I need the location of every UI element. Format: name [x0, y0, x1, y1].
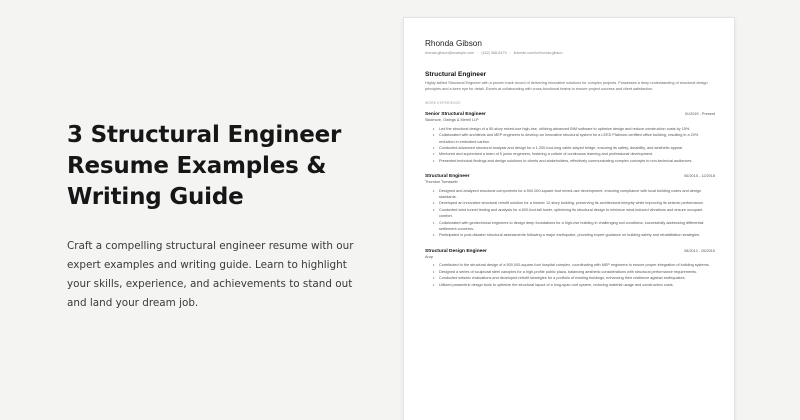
job-entry: [425, 249, 713, 288]
job-bullet: • Conducted advanced structural analysis and design for a 1,200-foot-long cable-stayed bridge, ensuring its safety, durability, and aesthetic appeal.: [433, 145, 713, 151]
job-title: Structural Design Engineer: [425, 248, 487, 254]
job-bullet: • Designed and analyzed structural components for a 500,000-square-foot mixed-use development, ensuring compliance with local building codes and design standards.: [433, 188, 713, 201]
job-bullet: • Contributed to the structural design of a 500,000-square-foot hospital complex, coordinating with MEP engineers to ensure proper integration of building systems.: [433, 262, 713, 268]
resume-email: rhonda.gibson@example.com: [425, 51, 475, 55]
resume-phone: (162) 368-5479: [481, 51, 507, 55]
job-entry: [425, 112, 713, 164]
job-dates: 01/2019 - Present: [684, 112, 715, 117]
job-list: [425, 112, 713, 288]
section-heading-work-experience: WORK EXPERIENCE: [425, 101, 461, 106]
job-title: Structural Engineer: [425, 174, 470, 180]
job-bullets: [433, 262, 713, 288]
job-title: Senior Structural Engineer: [425, 112, 486, 118]
job-bullet: • Collaborated with architects and MEP engineers to develop an innovative structural system for a LEED Platinum-certified office building, resulting in a 20% reduction in embodied carbon.: [433, 132, 713, 145]
resume-name: Rhonda Gibson: [425, 39, 482, 48]
job-bullets: [433, 126, 713, 164]
job-company: Arup: [425, 254, 434, 259]
job-bullet: • Utilized parametric design tools to optimize the structural layout of a long-span roof system, reducing material usage and construction costs.: [433, 282, 713, 288]
job-company: Thornton Tomasetti: [425, 180, 458, 185]
job-bullet: • Designed a series of sculptural steel canopies for a high-profile public plaza, balancing aesthetic considerations with structural performance requirements.: [433, 269, 713, 275]
job-dates: 08/2012 - 05/2015: [684, 248, 715, 253]
job-dates: 06/2015 - 12/2018: [684, 174, 715, 179]
job-bullet: • Participated in post-disaster structural assessments following a major earthquake, providing expert guidance on building safety and rehabilitation strategies.: [433, 232, 713, 238]
job-bullet: • Presented technical findings and design solutions to clients and stakeholders, effectively communicating complex concepts to non-technical audiences.: [433, 158, 713, 164]
hero: [67, 120, 367, 313]
job-bullet: • Collaborated with geotechnical engineers to design deep foundations for a high-rise building in challenging soil conditions, successfully addressing differential settlement concerns.: [433, 220, 713, 233]
page-description: Craft a compelling structural engineer resume with our expert examples and writing guide. Learn to highlight your skills, experience, and achievements to stand out and land your dream job.: [67, 240, 354, 309]
resume-preview[interactable]: [403, 17, 735, 420]
job-company: Skidmore, Owings & Merrill LLP: [425, 118, 479, 123]
job-bullet: • Led the structural design of a 50-story mixed-use high-rise, utilizing advanced BIM software to optimize design and reduce construction costs by 15%.: [433, 126, 713, 132]
job-bullet: • Conducted seismic evaluations and developed retrofit strategies for a portfolio of existing buildings, enhancing their resilience against earthquakes.: [433, 275, 713, 281]
resume-summary: Highly skilled Structural Engineer with a proven track record of delivering innovative solutions for complex projects. Possesses a deep understanding of structural design principles and a keen eye for detail. Excels at collaborating with cross-functional teams to ensure project success and client satisfaction.: [425, 81, 708, 91]
resume-linkedin: linkedin.com/in/rhonda.gibson: [513, 51, 563, 55]
job-bullet: • Mentored and supervised a team of 5 junior engineers, fostering a culture of continuous learning and professional development.: [433, 151, 713, 157]
job-bullet: • Conducted wind tunnel testing and analysis for a 600-foot-tall tower, optimizing its structural design to minimize wind-induced vibrations and ensure occupant comfort.: [433, 207, 713, 220]
resume-contact: rhonda.gibson@example.com · (162) 368-5479 · linkedin.com/in/rhonda.gibson: [425, 51, 563, 55]
job-entry: [425, 174, 713, 239]
resume-title: Structural Engineer: [425, 71, 487, 78]
job-bullet: • Developed an innovative structural retrofit solution for a historic 12-story building, preserving its architectural integrity while improving its seismic performance.: [433, 200, 713, 206]
page-title: 3 Structural Engineer Resume Examples & Writing Guide: [67, 122, 342, 210]
job-bullets: [433, 188, 713, 239]
